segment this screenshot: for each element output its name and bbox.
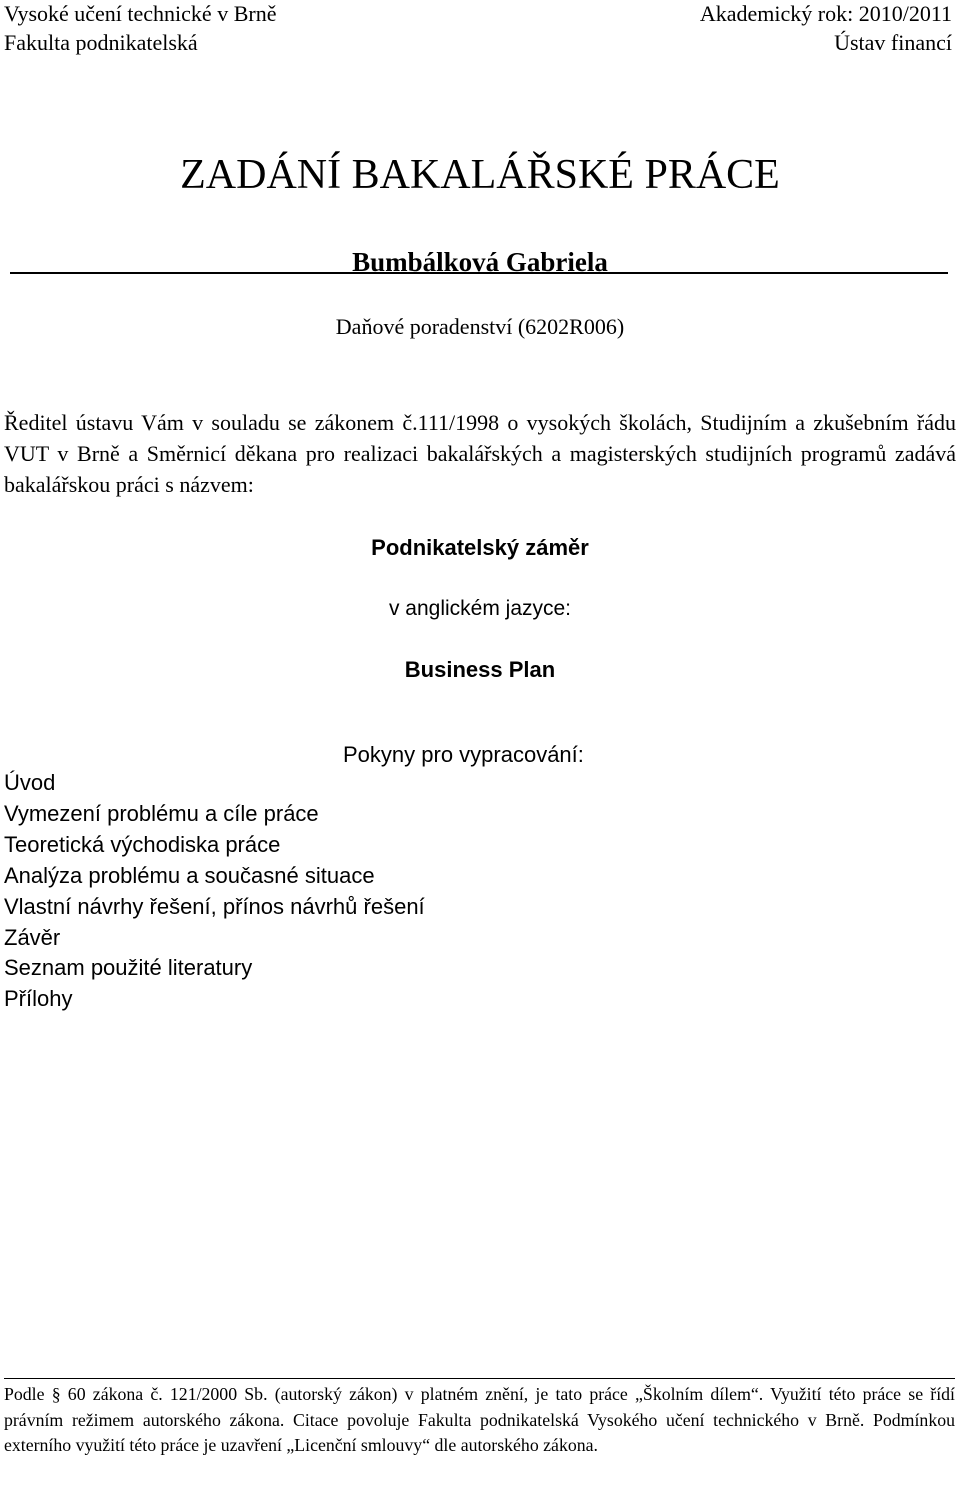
instructions-heading: Pokyny pro vypracování: xyxy=(343,742,584,767)
outline-item: Analýza problému a současné situace xyxy=(4,862,375,888)
outline-list xyxy=(4,768,425,1015)
university-name: Vysoké učení technické v Brně xyxy=(4,1,277,26)
document-title: ZADÁNÍ BAKALÁŘSKÉ PRÁCE xyxy=(180,152,780,198)
english-language-label: v anglickém jazyce: xyxy=(388,597,572,620)
outline-item: Úvod xyxy=(4,770,56,795)
outline-item: Závěr xyxy=(4,924,61,950)
author-name: Bumbálková Gabriela xyxy=(352,247,608,277)
study-program: Daňové poradenství (6202R006) xyxy=(335,314,625,339)
outline-item: Vymezení problému a cíle práce xyxy=(4,800,319,826)
outline-item: Přílohy xyxy=(4,986,73,1012)
outline-item: Teoretická východiska práce xyxy=(4,831,281,857)
legal-notice: Podle § 60 zákona č. 121/2000 Sb. (autorský zákon) v platném znění, je tato práce „Školním dílem“. Využití této práce se řídí právním režimem autorského zákona. Citace povoluje Fakulta podnikatelská Vysokého učení technického v Brně. Podmínkou externího využití této práce je uzavření „Licenční smlouvy“ dle autorského zákona. xyxy=(4,1384,955,1456)
academic-year: Akademický rok: 2010/2011 xyxy=(699,1,952,26)
faculty-name: Fakulta podnikatelská xyxy=(4,30,198,55)
outline-item: Seznam použité literatury xyxy=(4,955,253,981)
thesis-title-english: Business Plan xyxy=(404,657,556,682)
thesis-title: Podnikatelský záměr xyxy=(371,535,589,560)
outline-item: Vlastní návrhy řešení, přínos návrhů řešení xyxy=(4,893,425,919)
author-underline xyxy=(10,272,948,274)
footer-divider xyxy=(4,1378,955,1379)
institute-name: Ústav financí xyxy=(834,30,952,55)
intro-paragraph: Ředitel ústavu Vám v souladu se zákonem č.111/1998 o vysokých školách, Studijním a zkušebním řádu VUT v Brně a Směrnicí děkana pro realizaci bakalářských a magisterských studijních programů zadává bakalářskou práci s názvem: xyxy=(4,410,956,497)
